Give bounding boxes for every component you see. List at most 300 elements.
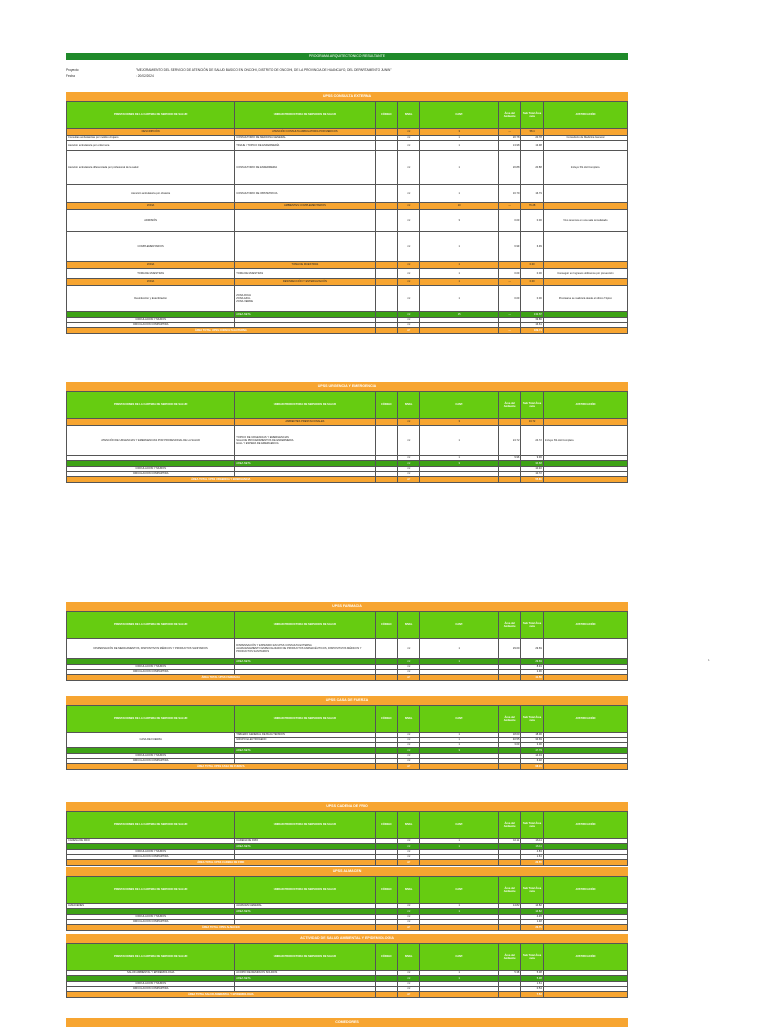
table-row: ALMACENES ALMACÉN GENERAL m² 1 14.82 14.82 bbox=[67, 904, 628, 909]
header-codigo: CÓDIGO bbox=[375, 706, 397, 733]
area-neta-label: AREA NETA bbox=[235, 909, 375, 915]
zone-desc: DESINFECCIÓN Y ESTERILIZACIÓN bbox=[235, 279, 375, 286]
unit-cell: m² bbox=[397, 185, 419, 203]
unit-cell: m² bbox=[397, 328, 419, 334]
sheet-casa-de-fuerza bbox=[66, 696, 628, 770]
section-title: UPSS CONSULTA EXTERNA bbox=[66, 92, 628, 101]
sheet-farmacia bbox=[66, 602, 628, 681]
unit-cell: m² bbox=[397, 915, 419, 920]
row-justificacion: Consultorio de Medicina General bbox=[543, 136, 627, 141]
header-nivel: NIVEL bbox=[397, 612, 419, 639]
unit-cell: m² bbox=[397, 136, 419, 141]
total-label: ÁREA TOTAL UPSS FARMACIA bbox=[67, 675, 376, 681]
row-justificacion: Conseguir en Ingresos utilizamos por prevención bbox=[543, 269, 627, 279]
unit-cell: m² bbox=[397, 151, 419, 185]
table-row: m² 1 3.00 3.00 bbox=[67, 743, 628, 748]
table-row: CIRCULACIÓN COMPARTIDA m² 10.72 bbox=[67, 472, 628, 477]
total-label: ÁREA TOTAL UPSS CASA DE FUERZA bbox=[67, 764, 376, 770]
header-area: Área del Ambiente bbox=[498, 612, 520, 639]
header-cant: CANT. bbox=[420, 392, 499, 419]
total-row bbox=[67, 328, 628, 334]
header-area: Área del Ambiente bbox=[498, 944, 520, 971]
unit-cell: m² bbox=[397, 639, 419, 659]
header-area: Área del Ambiente bbox=[498, 877, 520, 904]
row-upss: CONSULTORIO DE ENFERMERIA bbox=[235, 151, 375, 185]
zone-row: ZONA DESINFECCIÓN Y ESTERILIZACIÓN m² 1 — 0.00 bbox=[67, 279, 628, 286]
unit-cell: m² bbox=[397, 461, 419, 467]
project-label: Proyecto bbox=[66, 68, 79, 72]
unit-cell: m² bbox=[397, 743, 419, 748]
row-cant: 1 bbox=[420, 185, 499, 203]
subtotal-row: AREA NETA m² 1 29.69 bbox=[67, 659, 628, 665]
header-codigo: CÓDIGO bbox=[375, 944, 397, 971]
table-header bbox=[67, 877, 628, 904]
table-row: CADENA DE FRIO CADENA DE FRIO m² 1 16.11 16.11 bbox=[67, 839, 628, 844]
zone-label: ZONA bbox=[67, 203, 235, 210]
row-subtotal: 14.82 bbox=[521, 904, 543, 909]
header-area: Área del Ambiente bbox=[498, 102, 520, 129]
row-prestacion: CASA DE FUERZA bbox=[67, 733, 235, 748]
section-title: UPSS ALMACEN bbox=[66, 867, 628, 876]
row-area: 9.96 bbox=[498, 456, 520, 461]
dash-cell: — bbox=[498, 328, 520, 334]
unit-cell: m² bbox=[397, 754, 419, 759]
zone-desc: AMBIENTES PRESTACIONALES bbox=[235, 419, 375, 426]
zone-desc: ATENCIÓN CONSULTA AMBULATORIA POR MEDICOS bbox=[235, 129, 375, 136]
row-subtotal: 20.88 bbox=[521, 151, 543, 185]
table-row: TOMA DE MUESTRAS TOMA DE MUESTRAS m² 1 0.00 0.00 Conseguir en Ingresos utilizamos por prevención bbox=[67, 269, 628, 279]
area-neta-label: AREA NETA bbox=[235, 976, 375, 982]
row-area: 14.82 bbox=[498, 904, 520, 909]
header-area: Área del Ambiente bbox=[498, 706, 520, 733]
zone-desc: AMBIENTES COMPLEMENTARIOS bbox=[235, 203, 375, 210]
circ-comp: CIRCULACIÓN COMPARTIDA bbox=[67, 987, 235, 992]
row-cant: 1 bbox=[420, 136, 499, 141]
unit-cell: m² bbox=[397, 141, 419, 151]
zone-row: ZONA AMBIENTES COMPLEMENTARIOS m² 10 — 76.28 bbox=[67, 203, 628, 210]
zone-row: AMBIENTES PRESTACIONALES m² 3 34.72 bbox=[67, 419, 628, 426]
project-line bbox=[66, 68, 626, 73]
row-justificacion: Precisarse se realizará desde el último Tópico bbox=[543, 286, 627, 312]
row-admision: ADMISIÓN bbox=[67, 210, 235, 232]
table-header bbox=[67, 612, 628, 639]
header-prestaciones: PRESTACIONES DE LA CARTERA DE SERVICIO DE SALUD bbox=[67, 877, 235, 904]
row-subtotal: 18.00 bbox=[521, 733, 543, 738]
row-area: 16.11 bbox=[498, 839, 520, 844]
unit-cell: m² bbox=[397, 312, 419, 318]
row-area: 18.00 bbox=[498, 733, 520, 738]
subtotal-row: AREA NETA m² 1 16.11 bbox=[67, 844, 628, 850]
section-title: UPSS CADENA DE FRIO bbox=[66, 802, 628, 811]
table-row: CIRCULACIÓN Y MUROS m² 39.86 bbox=[67, 318, 628, 323]
header-justificacion: JUSTIFICACIÓN bbox=[543, 102, 627, 129]
row-grupo: GRUPO ELECTROGENO bbox=[235, 738, 375, 743]
unit-cell: m² bbox=[397, 323, 419, 328]
unit-cell: m² bbox=[397, 987, 419, 992]
unit-cell: m² bbox=[397, 733, 419, 738]
area-neta-label: AREA NETA bbox=[235, 748, 375, 754]
table-row: Desinfección y Esterilización ZONA ROJA ZONA AZUL ZONA VERDE m² 1 0.00 0.00 Precisarse se realizará desde el último Tópico bbox=[67, 286, 628, 312]
row-complementarios: COMPLEMENTARIOS bbox=[67, 232, 235, 262]
header-justificacion: JUSTIFICACIÓN bbox=[543, 706, 627, 733]
total-value: 22.55 bbox=[521, 860, 543, 866]
sheet-salud-ambiental bbox=[66, 934, 628, 998]
unit-cell: m² bbox=[397, 860, 419, 866]
unit-cell: m² bbox=[397, 232, 419, 262]
area-neta-label: AREA NETA bbox=[235, 659, 375, 665]
table-row: CIRCULACIÓN Y MUROS m² 8.91 bbox=[67, 665, 628, 670]
total-value: 20.75 bbox=[521, 925, 543, 931]
row-area: 0.00 bbox=[498, 210, 520, 232]
unit-cell: m² bbox=[397, 210, 419, 232]
circ-comp: CIRCULACIÓN COMPARTIDA bbox=[67, 323, 235, 328]
total-row bbox=[67, 477, 628, 483]
table-row bbox=[67, 141, 628, 151]
stray-mark: 1 bbox=[708, 658, 710, 662]
unit-cell: m² bbox=[397, 759, 419, 764]
section-title: UPSS CASA DE FUERZA bbox=[66, 696, 628, 705]
header-nivel: NIVEL bbox=[397, 812, 419, 839]
header-cant: CANT. bbox=[420, 944, 499, 971]
header-upss: UNIDAD PRODUCTORA DE SERVICIOS DE SALUD bbox=[235, 812, 375, 839]
subtotal-row: AREA NETA m² 3 34.68 bbox=[67, 461, 628, 467]
unit-cell: m² bbox=[397, 764, 419, 770]
row-topico: TOPICO DE URGENCIAS Y EMERGENCIAS bbox=[236, 435, 289, 439]
date-line bbox=[66, 74, 626, 79]
row-subtotal: 29.69 bbox=[521, 639, 543, 659]
unit-cell: m² bbox=[397, 665, 419, 670]
area-neta-label: AREA NETA bbox=[235, 844, 375, 850]
table-row: CIRCULACIÓN COMPARTIDA m² 1.61 bbox=[67, 855, 628, 860]
header-cant: CANT. bbox=[420, 102, 499, 129]
header-cant: CANT. bbox=[420, 612, 499, 639]
row-upss: CONSULTORIO DE MEDICINA GENERAL bbox=[235, 136, 375, 141]
header-nivel: NIVEL bbox=[397, 944, 419, 971]
section-title: COMEDORES bbox=[66, 1018, 628, 1027]
row-area: 20.88 bbox=[498, 151, 520, 185]
zone-desc: TOMA DE MUESTRAS bbox=[235, 262, 375, 269]
row-subtotal: 24.72 bbox=[521, 426, 543, 456]
sheet-consulta-externa bbox=[66, 92, 628, 334]
unit-cell: m² bbox=[397, 976, 419, 982]
subtotal-value: 132.87 bbox=[521, 312, 543, 318]
row-justificacion: Incluye SS.HH Completo. bbox=[543, 151, 627, 185]
circ-muros: CIRCULACIÓN Y MUROS bbox=[67, 467, 235, 472]
unit-cell: m² bbox=[397, 982, 419, 987]
banner: PROGRAMA ARQUITECTONICO RESULTANTE bbox=[66, 53, 628, 60]
header-cant: CANT. bbox=[420, 812, 499, 839]
zone-row: ZONA TOMA DE MUESTRAS m² 1 0.00 bbox=[67, 262, 628, 269]
header-prestaciones: PRESTACIONES DE LA CARTERA DE SERVICIO DE SALUD bbox=[67, 612, 235, 639]
circ-muros: CIRCULACIÓN Y MUROS bbox=[67, 915, 235, 920]
header-prestaciones: PRESTACIONES DE LA CARTERA DE SERVICIO DE SALUD bbox=[67, 706, 235, 733]
row-prestacion: DISPENSACIÓN DE MEDICAMENTOS, DISPOSITIVOS MÉDICOS Y PRODUCTOS SANITARIOS bbox=[67, 639, 235, 659]
row-prestacion: SALUD AMBIENTAL Y EPIDEMIOLOGIA bbox=[67, 971, 235, 976]
row-area: 13.98 bbox=[498, 141, 520, 151]
header-codigo: CÓDIGO bbox=[375, 612, 397, 639]
area-neta-label: AREA NETA bbox=[235, 312, 375, 318]
area-neta-label: AREA NETA bbox=[235, 461, 375, 467]
header-codigo: CÓDIGO bbox=[375, 102, 397, 129]
row-prestacion: Atención ambulatoria diferenciada por profesional de la salud bbox=[67, 151, 235, 185]
unit-cell: m² bbox=[397, 279, 419, 286]
row-upss: TRIAJE / TOPICO DE ENFERMERÍA bbox=[235, 141, 375, 151]
table-row bbox=[67, 151, 628, 185]
row-subtotal: 5.38 bbox=[521, 971, 543, 976]
unit-cell: m² bbox=[397, 269, 419, 279]
header-subtotal: Sub Total Área neta bbox=[521, 877, 543, 904]
subtotal-row: AREA NETA m² 3 47.79 bbox=[67, 748, 628, 754]
unit-cell: m² bbox=[397, 971, 419, 976]
circ-comp: CIRCULACIÓN COMPARTIDA bbox=[67, 920, 235, 925]
row-procedimientos: SALA DE PROCEDIMIENTOS DE ENFERMERIA bbox=[236, 438, 294, 442]
subtotal-row: AREA NETA m² 15 — 132.87 bbox=[67, 312, 628, 318]
row-upss: CADENA DE FRIO bbox=[235, 839, 375, 844]
row-area: 20.78 bbox=[498, 136, 520, 141]
sheet-next bbox=[66, 1018, 628, 1027]
header-upss: UNIDAD PRODUCTORA DE SERVICIOS DE SALUD bbox=[235, 877, 375, 904]
unit-cell: m² bbox=[397, 262, 419, 269]
table-row: ADMISIÓN m² 3 0.00 0.00 Vivo tenemos en una sala remodelado bbox=[67, 210, 628, 232]
header-subtotal: Sub Total Área neta bbox=[521, 392, 543, 419]
row-cant: 1 bbox=[420, 141, 499, 151]
table-row: CIRCULACIÓN COMPARTIDA m² 2.96 bbox=[67, 670, 628, 675]
row-area: 24.72 bbox=[498, 426, 520, 456]
row-prestacion: Atención ambulatoria por obstetra bbox=[67, 185, 235, 203]
circ-comp: CIRCULACIÓN COMPARTIDA bbox=[67, 472, 235, 477]
dash-cell: — bbox=[498, 129, 520, 136]
table-row: CIRCULACIÓN COMPARTIDA m² 0.54 bbox=[67, 987, 628, 992]
row-dispensacion: DISPENSACIÓN Y EXPENDIO EN UPSS CONSULTA EXTERNA bbox=[236, 643, 312, 647]
total-value: 41.56 bbox=[521, 675, 543, 681]
zone-label: DESCRIPCIÓN bbox=[67, 129, 235, 136]
row-prestacion: CADENA DE FRIO bbox=[67, 839, 235, 844]
subtotal-row: AREA NETA m² 1 5.38 bbox=[67, 976, 628, 982]
table-header bbox=[67, 392, 628, 419]
row-justificacion: Vivo tenemos en una sala remodelado bbox=[543, 210, 627, 232]
header-cant: CANT. bbox=[420, 877, 499, 904]
table-row: CIRCULACIÓN COMPARTIDA m² 6.02 bbox=[67, 759, 628, 764]
row-subtotal: 16.79 bbox=[521, 185, 543, 203]
unit-cell: m² bbox=[397, 675, 419, 681]
zona-roja: ZONA ROJA bbox=[236, 293, 251, 297]
unit-cell: m² bbox=[397, 909, 419, 915]
row-hall: HALL Y ESPERA DE EMERGENCIA bbox=[236, 442, 279, 446]
header-subtotal: Sub Total Área neta bbox=[521, 812, 543, 839]
header-nivel: NIVEL bbox=[397, 102, 419, 129]
row-area: 5.38 bbox=[498, 971, 520, 976]
header-nivel: NIVEL bbox=[397, 877, 419, 904]
row-upss: ALMACÉN GENERAL bbox=[235, 904, 375, 909]
row-subtotal: 20.78 bbox=[521, 136, 543, 141]
zone-row: DESCRIPCIÓN ATENCIÓN CONSULTA AMBULATORIA POR MEDICOS m² 3 — 58.4 bbox=[67, 129, 628, 136]
row-subtotal: 34.69 bbox=[521, 738, 543, 743]
row-upss: ACOPIO DE RESIDUOS SOLIDOS bbox=[235, 971, 375, 976]
table-header bbox=[67, 812, 628, 839]
circ-muros: CIRCULACIÓN Y MUROS bbox=[67, 850, 235, 855]
section-title: UPSS URGENCIA Y EMERGENCIA bbox=[66, 382, 628, 391]
unit-cell: m² bbox=[397, 748, 419, 754]
circ-muros: CIRCULACIÓN Y MUROS bbox=[67, 754, 235, 759]
header-justificacion: JUSTIFICACIÓN bbox=[543, 392, 627, 419]
circ-comp: CIRCULACIÓN COMPARTIDA bbox=[67, 759, 235, 764]
header-subtotal: Sub Total Área neta bbox=[521, 944, 543, 971]
header-codigo: CÓDIGO bbox=[375, 392, 397, 419]
table-row: CIRCULACIÓN Y MUROS m² 4.83 bbox=[67, 850, 628, 855]
header-justificacion: JUSTIFICACIÓN bbox=[543, 612, 627, 639]
unit-cell: m² bbox=[397, 659, 419, 665]
header-area: Área del Ambiente bbox=[498, 812, 520, 839]
unit-cell: m² bbox=[397, 850, 419, 855]
unit-cell: m² bbox=[397, 844, 419, 850]
row-cant: 1 bbox=[420, 151, 499, 185]
unit-cell: m² bbox=[397, 904, 419, 909]
unit-cell: m² bbox=[397, 456, 419, 461]
sheet-urgencia bbox=[66, 382, 628, 483]
row-subtotal: 9.96 bbox=[521, 456, 543, 461]
zona-verde: ZONA VERDE bbox=[236, 300, 254, 304]
section-title: UPSS FARMACIA bbox=[66, 602, 628, 611]
total-label: ÁREA TOTAL UPSS URGENCIA Y EMERGENCIA bbox=[67, 477, 376, 483]
row-area: 3.00 bbox=[498, 743, 520, 748]
row-justificacion: Incluye SS.HH Completo. bbox=[543, 426, 627, 456]
table-row: CASA DE FUERZA TABLERO GENERAL DE BAJA TENSION m² 1 18.00 18.00 bbox=[67, 733, 628, 738]
table-row: CIRCULACIÓN COMPARTIDA m² 1.48 bbox=[67, 920, 628, 925]
circ-comp: CIRCULACIÓN COMPARTIDA bbox=[67, 855, 235, 860]
header-upss: UNIDAD PRODUCTORA DE SERVICIOS DE SALUD bbox=[235, 706, 375, 733]
row-tablero: TABLERO GENERAL DE BAJA TENSION bbox=[235, 733, 375, 738]
header-subtotal: Sub Total Área neta bbox=[521, 102, 543, 129]
row-prestacion: Atención ambulatoria por enfermera bbox=[67, 141, 235, 151]
table-row: COMPLEMENTARIOS m² 1 6.99 6.99 bbox=[67, 232, 628, 262]
header-justificacion: JUSTIFICACIÓN bbox=[543, 877, 627, 904]
unit-cell: m² bbox=[397, 318, 419, 323]
dash-cell: — bbox=[498, 312, 520, 318]
sheet-cadena-de-frio bbox=[66, 802, 628, 866]
unit-cell: m² bbox=[397, 925, 419, 931]
unit-cell: m² bbox=[397, 670, 419, 675]
total-row bbox=[67, 925, 628, 931]
table-header bbox=[67, 944, 628, 971]
unit-cell: m² bbox=[397, 855, 419, 860]
total-value: 55.80 bbox=[521, 477, 543, 483]
header-justificacion: JUSTIFICACIÓN bbox=[543, 944, 627, 971]
header-upss: UNIDAD PRODUCTORA DE SERVICIOS DE SALUD bbox=[235, 102, 375, 129]
table-row: m² 1 9.96 9.96 bbox=[67, 456, 628, 461]
table-row: CIRCULACIÓN Y MUROS m² 14.34 bbox=[67, 754, 628, 759]
unit-cell: m² bbox=[397, 419, 419, 426]
dash-cell: — bbox=[498, 279, 520, 286]
header-prestaciones: PRESTACIONES DE LA CARTERA DE SERVICIO DE SALUD bbox=[67, 392, 235, 419]
row-upss: CONSULTORIO DE OBSTETRICIA bbox=[235, 185, 375, 203]
table-header bbox=[67, 706, 628, 733]
table-row: ATENCIÓN DE URGENCIAS Y EMERGENCIAS POR PROFESIONAL DE LA SALUD TOPICO DE URGENCIAS Y EMERGENCIAS SALA DE PROCEDIMIENTOS DE ENFERMERIA HALL Y ESPERA DE EMERGENCIA m² 1 24.72 24.72 Incluye SS.HH Completo. bbox=[67, 426, 628, 456]
subtotal-row: AREA NETA m² 1 14.82 bbox=[67, 909, 628, 915]
circ-muros: CIRCULACIÓN Y MUROS bbox=[67, 982, 235, 987]
table-row: CIRCULACIÓN COMPARTIDA m² 16.61 bbox=[67, 323, 628, 328]
unit-cell: m² bbox=[397, 467, 419, 472]
circ-comp: CIRCULACIÓN COMPARTIDA bbox=[67, 670, 235, 675]
zone-label: ZONA bbox=[67, 279, 235, 286]
header-subtotal: Sub Total Área neta bbox=[521, 612, 543, 639]
unit-cell: m² bbox=[397, 203, 419, 210]
zone-label: ZONA bbox=[67, 262, 235, 269]
row-upss: TOMA DE MUESTRAS bbox=[235, 269, 375, 279]
row-prestacion: ATENCIÓN DE URGENCIAS Y EMERGENCIAS POR PROFESIONAL DE LA SALUD bbox=[67, 426, 235, 456]
row-subtotal: 16.11 bbox=[521, 839, 543, 844]
header-upss: UNIDAD PRODUCTORA DE SERVICIOS DE SALUD bbox=[235, 944, 375, 971]
zona-azul: ZONA AZUL bbox=[236, 296, 251, 300]
unit-cell: m² bbox=[397, 129, 419, 136]
table-row: CIRCULACIÓN Y MUROS m² 10.40 bbox=[67, 467, 628, 472]
total-row bbox=[67, 764, 628, 770]
table-row: SALUD AMBIENTAL Y EPIDEMIOLOGIA ACOPIO DE RESIDUOS SOLIDOS m² 1 5.38 5.38 bbox=[67, 971, 628, 976]
header-prestaciones: PRESTACIONES DE LA CARTERA DE SERVICIO DE SALUD bbox=[67, 102, 235, 129]
total-row bbox=[67, 675, 628, 681]
section-title: ACTIVIDAD DE SALUD AMBIENTAL Y EPIDEMIOLOGIA bbox=[66, 934, 628, 943]
dash-cell: — bbox=[498, 203, 520, 210]
row-area: 29.69 bbox=[498, 639, 520, 659]
header-cant: CANT. bbox=[420, 706, 499, 733]
row-subtotal: 13.98 bbox=[521, 141, 543, 151]
header-upss: UNIDAD PRODUCTORA DE SERVICIOS DE SALUD bbox=[235, 392, 375, 419]
table-row: GRUPO ELECTROGENO m² 1 40.55 34.69 bbox=[67, 738, 628, 743]
table-row: CIRCULACIÓN Y MUROS m² 4.45 bbox=[67, 915, 628, 920]
header-area: Área del Ambiente bbox=[498, 392, 520, 419]
header-nivel: NIVEL bbox=[397, 706, 419, 733]
row-subtotal: 3.00 bbox=[521, 743, 543, 748]
total-label: ÁREA TOTAL UPSS CADENA DE FRIO bbox=[67, 860, 376, 866]
total-value: 189.74 bbox=[521, 328, 543, 334]
circ-muros: CIRCULACIÓN Y MUROS bbox=[67, 318, 235, 323]
unit-cell: m² bbox=[397, 992, 419, 998]
unit-cell: m² bbox=[397, 472, 419, 477]
total-row bbox=[67, 992, 628, 998]
unit-cell: m² bbox=[397, 839, 419, 844]
header-prestaciones: PRESTACIONES DE LA CARTERA DE SERVICIO DE SALUD bbox=[67, 944, 235, 971]
row-almacenamiento: ALMACENAMIENTO ESPECIALIZADO DE PRODUCTOS FARMACÉUTICOS, DISPOSITIVOS MÉDICOS Y PRODUCTOS SANITARIOS bbox=[236, 646, 362, 654]
header-prestaciones: PRESTACIONES DE LA CARTERA DE SERVICIO DE SALUD bbox=[67, 812, 235, 839]
row-area: 16.79 bbox=[498, 185, 520, 203]
project-value: "MEJORAMIENTO DEL SERVICIO DE ATENCIÓN DE SALUD BASICO EN ONCOHI, DISTRITO DE ONCOHI, DE LA PROVINCIA DE HUANCAYO, DEL DEPARTAMENTO JUNIN" bbox=[136, 68, 392, 72]
total-row bbox=[67, 860, 628, 866]
unit-cell: m² bbox=[397, 426, 419, 456]
unit-cell: m² bbox=[397, 286, 419, 312]
row-toma: TOMA DE MUESTRAS bbox=[67, 269, 235, 279]
row-prestacion: ALMACENES bbox=[67, 904, 235, 909]
total-value: 7.53 bbox=[521, 992, 543, 998]
unit-cell: m² bbox=[397, 738, 419, 743]
header-codigo: CÓDIGO bbox=[375, 812, 397, 839]
row-area: 40.55 bbox=[498, 738, 520, 743]
header-upss: UNIDAD PRODUCTORA DE SERVICIOS DE SALUD bbox=[235, 612, 375, 639]
unit-cell: m² bbox=[397, 920, 419, 925]
header-nivel: NIVEL bbox=[397, 392, 419, 419]
row-desinfeccion: Desinfección y Esterilización bbox=[67, 286, 235, 312]
header-justificacion: JUSTIFICACIÓN bbox=[543, 812, 627, 839]
total-label: ÁREA TOTAL UPSS CONSULTA EXTERNA bbox=[67, 328, 376, 334]
total-value: 68.15 bbox=[521, 764, 543, 770]
table-row: DISPENSACIÓN DE MEDICAMENTOS, DISPOSITIVOS MÉDICOS Y PRODUCTOS SANITARIOS DISPENSACIÓN Y EXPENDIO EN UPSS CONSULTA EXTERNA ALMACENAMIENTO ESPECIALIZADO DE PRODUCTOS FARMACÉUTICOS, DISPOSITIVOS MÉDICOS Y PRODUCTOS SANITARIOS m² 1 29.69 29.69 bbox=[67, 639, 628, 659]
header-codigo: CÓDIGO bbox=[375, 877, 397, 904]
row-prestacion: Consultas ambulatorias por médico cirujano bbox=[67, 136, 235, 141]
unit-cell: m² bbox=[397, 477, 419, 483]
circ-muros: CIRCULACIÓN Y MUROS bbox=[67, 665, 235, 670]
table-row: CIRCULACIÓN Y MUROS m² 1.61 bbox=[67, 982, 628, 987]
table-header bbox=[67, 102, 628, 129]
total-label: ÁREA TOTAL UPSS ALMACEN bbox=[67, 925, 376, 931]
header-subtotal: Sub Total Área neta bbox=[521, 706, 543, 733]
